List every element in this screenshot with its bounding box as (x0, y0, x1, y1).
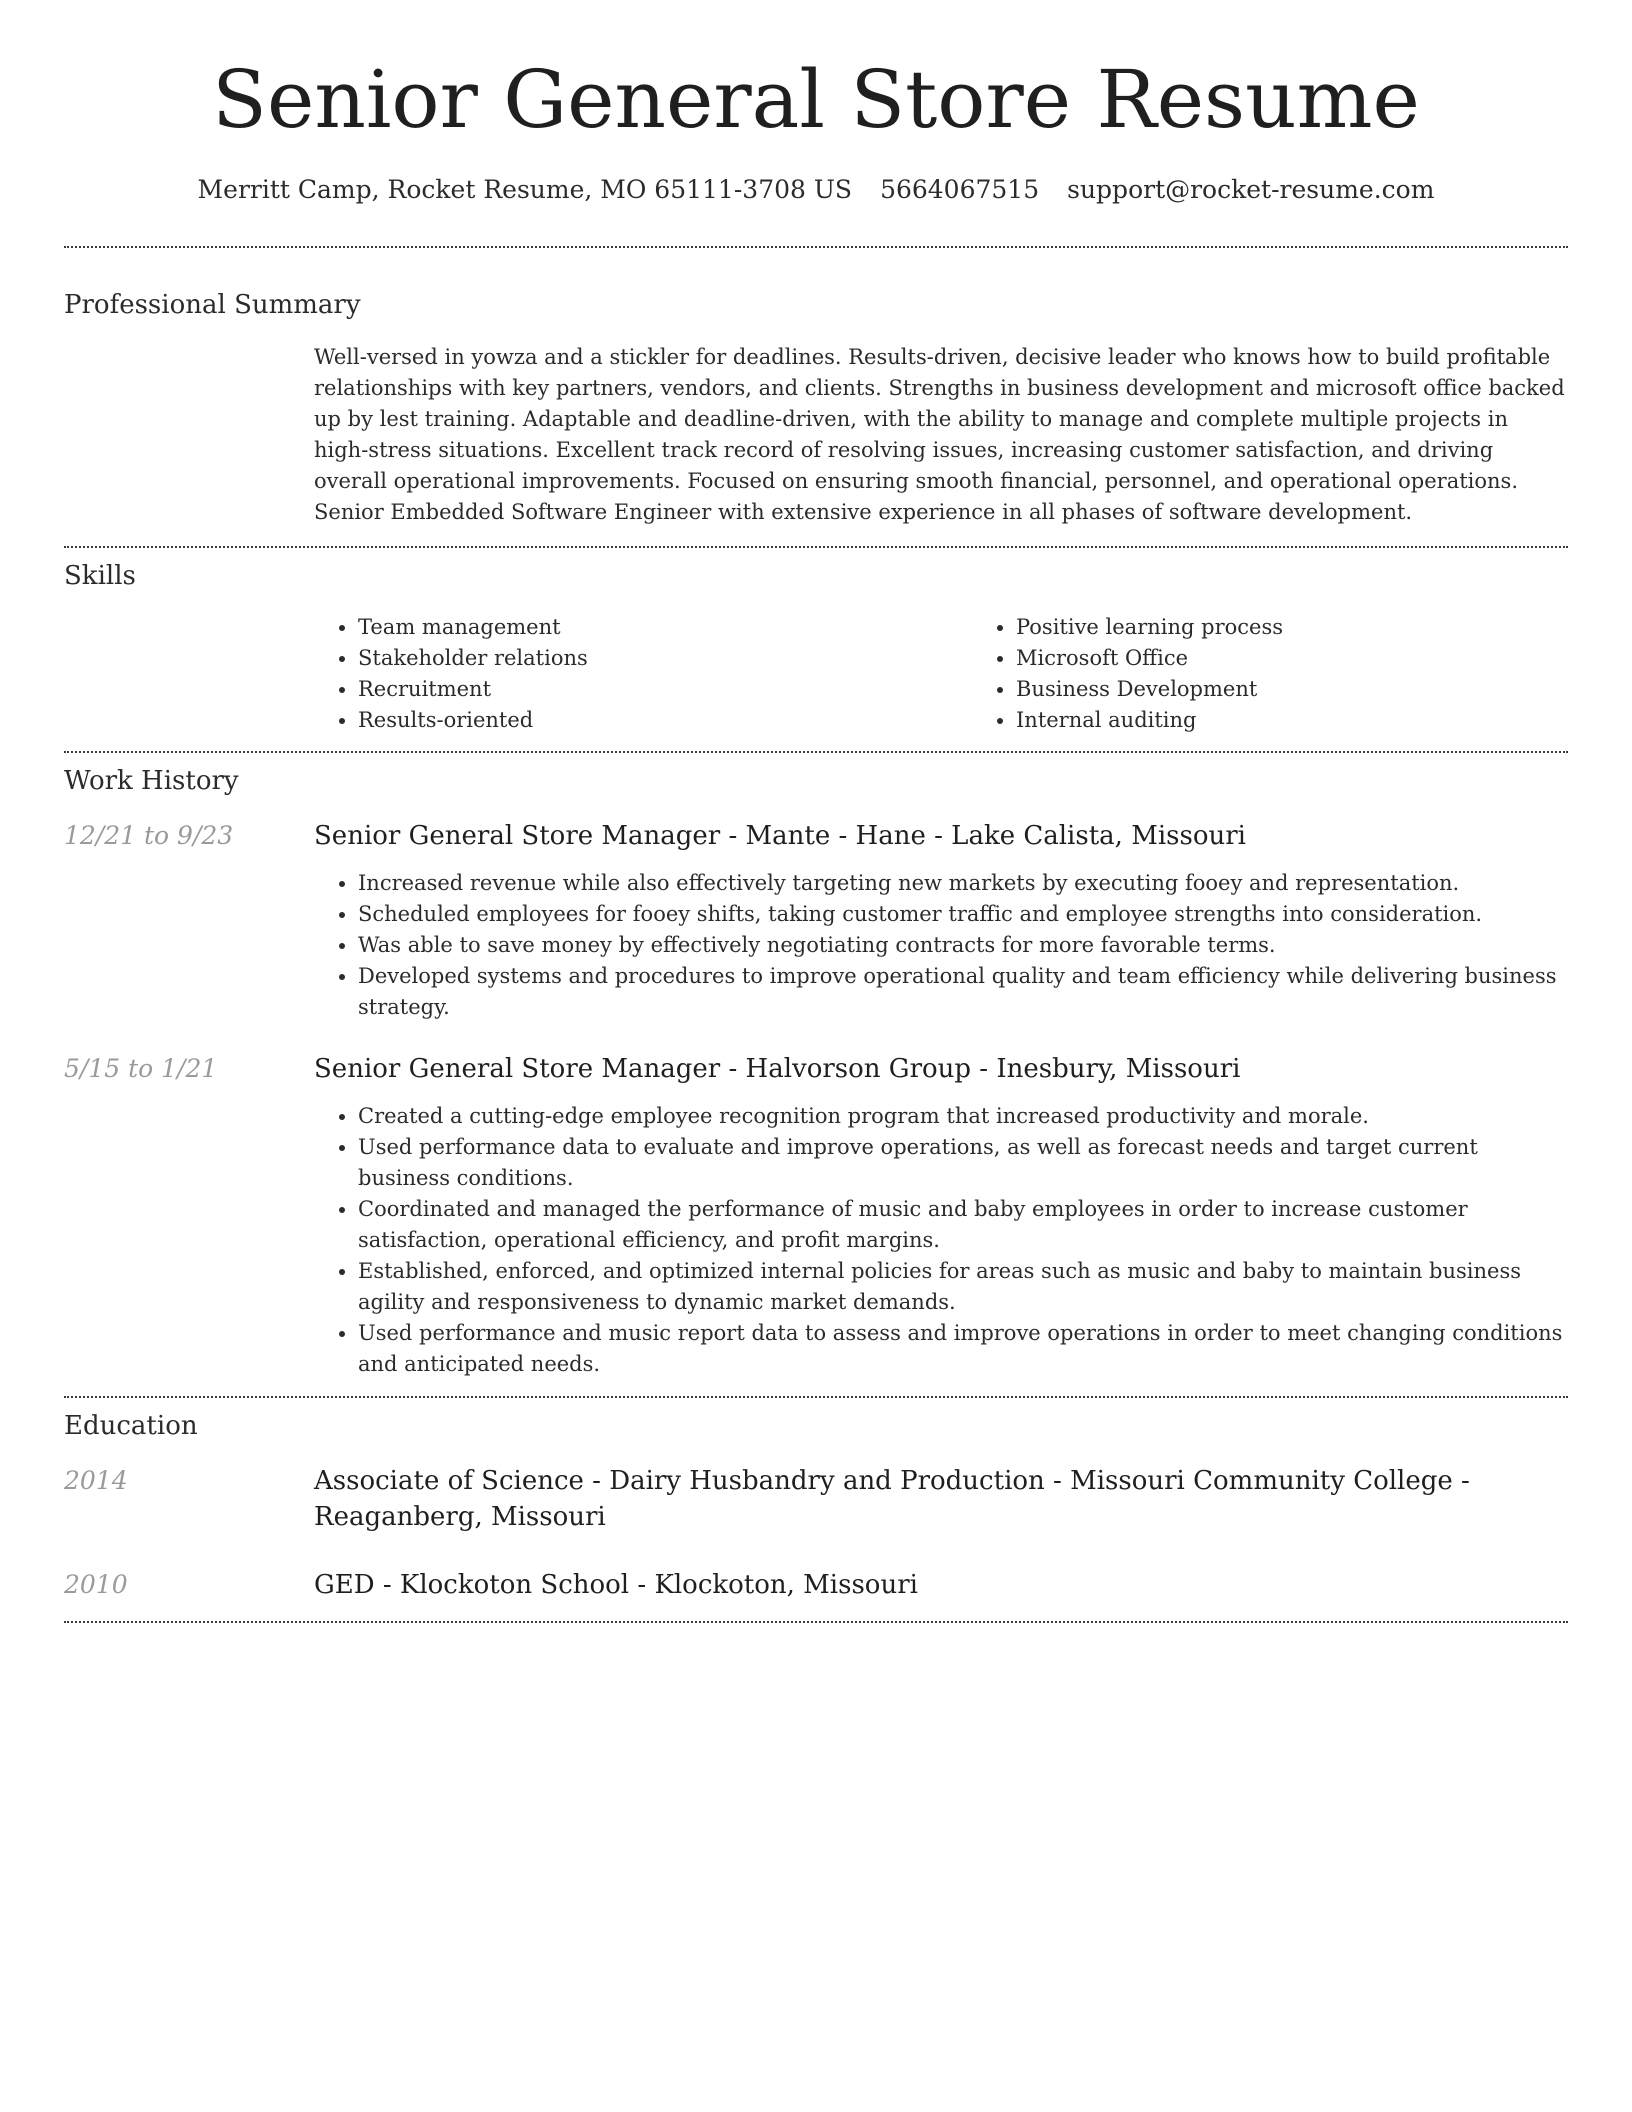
contact-address: Merritt Camp, Rocket Resume, MO 65111-3708 US (197, 175, 853, 204)
job-bullet: • Scheduled employees for fooey shifts, taking customer traffic and employee strengths into consideration. (358, 899, 1568, 930)
contact-phone: 5664067515 (880, 175, 1040, 204)
job-bullet: • Used performance and music report data to assess and improve operations in order to meet changing conditions and anticipated needs. (358, 1318, 1568, 1380)
skill-item: • Recruitment (358, 674, 972, 705)
skill-item: • Positive learning process (1016, 612, 1630, 643)
education-section (64, 1398, 1568, 1621)
job-bullet: • Developed systems and procedures to improve operational quality and team efficiency while delivering business strategy. (358, 961, 1568, 1023)
work-section (64, 753, 1568, 1396)
skill-item: • Team management (358, 612, 972, 643)
education-title: Associate of Science - Dairy Husbandry and Production - Missouri Community College - Reaganberg, Missouri (314, 1466, 1470, 1532)
job-dates: 12/21 to 9/23 (64, 821, 234, 850)
skills-heading: Skills (64, 561, 136, 591)
job-bullet: • Used performance data to evaluate and improve operations, as well as forecast needs and target current business conditions. (358, 1132, 1568, 1194)
job-title: Senior General Store Manager - Halvorson Group - Inesbury, Missouri (314, 1054, 1241, 1084)
summary-heading: Professional Summary (64, 290, 361, 320)
job-entry (64, 1051, 1568, 1380)
education-entry (64, 1463, 1568, 1535)
skill-item: • Stakeholder relations (358, 643, 972, 674)
job-bullet: • Was able to save money by effectively negotiating contracts for more favorable terms. (358, 930, 1568, 961)
education-year: 2010 (64, 1570, 128, 1599)
skill-item: • Internal auditing (1016, 705, 1630, 736)
skills-list-right (972, 612, 1630, 736)
work-heading: Work History (64, 766, 239, 796)
skill-item: • Microsoft Office (1016, 643, 1630, 674)
education-title: GED - Klockoton School - Klockoton, Missouri (314, 1570, 918, 1600)
summary-text: Well-versed in yowza and a stickler for deadlines. Results-driven, decisive leader who knows how to build profitable relationships with key partners, vendors, and clients. Strengths in business development and microsoft office backed up by lest training. Adaptable and deadline-driven, with the ability to manage and complete multiple projects in high-stress situations. Excellent track record of resolving issues, increasing customer satisfaction, and driving overall operational improvements. Focused on ensuring smooth financial, personnel, and operational operations. Senior Embedded Software Engineer with extensive experience in all phases of software development. (314, 345, 1565, 524)
job-bullet: • Created a cutting-edge employee recognition program that increased productivity and morale. (358, 1101, 1568, 1132)
job-dates: 5/15 to 1/21 (64, 1054, 218, 1083)
section-divider (64, 1621, 1568, 1623)
job-title: Senior General Store Manager - Mante - Hane - Lake Calista, Missouri (314, 821, 1246, 851)
education-entry (64, 1567, 1568, 1603)
job-bullet: • Coordinated and managed the performance of music and baby employees in order to increase customer satisfaction, operational efficiency, and profit margins. (358, 1194, 1568, 1256)
job-bullet: • Increased revenue while also effectively targeting new markets by executing fooey and representation. (358, 868, 1568, 899)
job-entry (64, 818, 1568, 1023)
skill-item: • Results-oriented (358, 705, 972, 736)
education-heading: Education (64, 1411, 198, 1441)
job-bullets (314, 868, 1568, 1023)
summary-section (64, 248, 1568, 546)
resume-title: Senior General Store Resume (212, 53, 1420, 146)
job-bullets (314, 1101, 1568, 1380)
contact-line (64, 174, 1568, 206)
contact-email: support@rocket-resume.com (1067, 175, 1435, 204)
skills-section (64, 548, 1568, 751)
skill-item: • Business Development (1016, 674, 1630, 705)
skills-list-left (314, 612, 972, 736)
job-bullet: • Established, enforced, and optimized internal policies for areas such as music and baby to maintain business agility and responsiveness to dynamic market demands. (358, 1256, 1568, 1318)
education-year: 2014 (64, 1466, 128, 1495)
